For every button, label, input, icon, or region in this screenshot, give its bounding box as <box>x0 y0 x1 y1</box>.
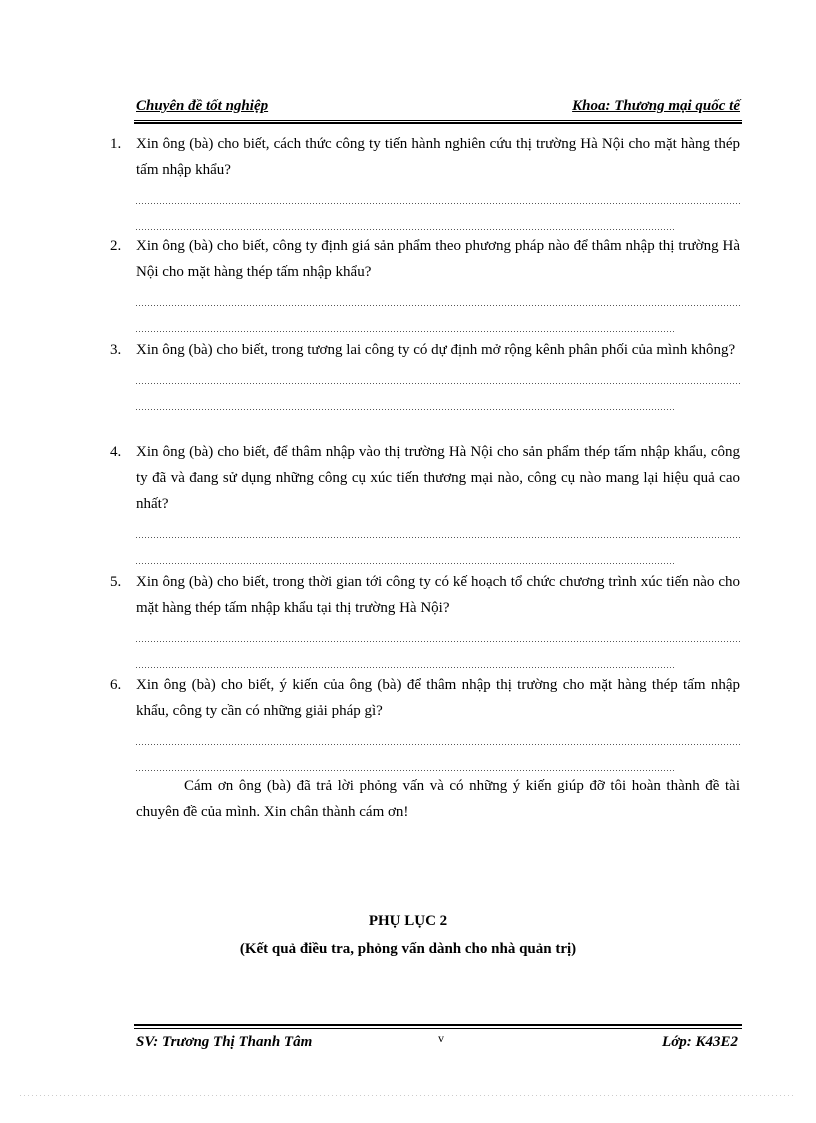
answer-line <box>136 285 740 311</box>
page-number: v <box>438 1031 444 1045</box>
page-header <box>134 96 742 121</box>
answer-line <box>136 621 740 647</box>
question-3 <box>110 337 740 415</box>
answer-line <box>136 724 740 750</box>
question-number: 2. <box>110 238 122 254</box>
question-5 <box>110 569 740 673</box>
question-text: Xin ông (bà) cho biết, cách thức công ty tiến hành nghiên cứu thị trường Hà Nội cho mặt hàng thép tấm nhập khẩu? <box>136 136 740 178</box>
question-number: 3. <box>110 342 122 358</box>
appendix-title: PHỤ LỤC 2 <box>368 913 448 929</box>
footer-class: Lớp: K43E2 <box>662 1034 738 1050</box>
question-text: Xin ông (bà) cho biết, để thâm nhập vào thị trường Hà Nội cho sản phẩm thép tấm nhập khẩu, công ty đã và đang sử dụng những công cụ xúc tiến thương mại nào, công cụ nào mang lại hiệu quả cao nhất? <box>136 444 740 512</box>
page-boundary-divider <box>20 1095 796 1096</box>
footer-student-name: SV: Trương Thị Thanh Tâm <box>136 1034 313 1050</box>
answer-line <box>136 311 740 337</box>
answer-line <box>136 363 740 389</box>
answer-line <box>136 183 740 209</box>
question-4 <box>110 439 740 569</box>
header-document-type: Chuyên đề tốt nghiệp <box>136 98 269 114</box>
question-number: 5. <box>110 574 122 590</box>
question-number: 6. <box>110 677 122 693</box>
question-text: Xin ông (bà) cho biết, ý kiến của ông (bà) để thâm nhập thị trường cho mặt hàng thép tấm nhập khẩu, công ty cần có những giải pháp gì? <box>136 677 740 719</box>
appendix-subtitle: (Kết quả điều tra, phỏng vấn dành cho nhà quản trị) <box>239 941 577 957</box>
question-1 <box>110 131 740 235</box>
question-text: Xin ông (bà) cho biết, công ty định giá sản phẩm theo phương pháp nào để thâm nhập thị trường Hà Nội cho mặt hàng thép tấm nhập khẩu? <box>136 238 740 280</box>
answer-line <box>136 517 740 543</box>
answer-line <box>136 389 740 415</box>
question-text: Xin ông (bà) cho biết, trong tương lai công ty có dự định mở rộng kênh phân phối của mình không? <box>136 342 736 358</box>
closing-paragraph: Cám ơn ông (bà) đã trả lời phỏng vấn và có những ý kiến giúp đỡ tôi hoàn thành đề tài chuyên đề của mình. Xin chân thành cám ơn! <box>136 778 740 820</box>
header-faculty: Khoa: Thương mại quốc tế <box>572 98 740 114</box>
question-text: Xin ông (bà) cho biết, trong thời gian tới công ty có kế hoạch tổ chức chương trình xúc tiến nào cho mặt hàng thép tấm nhập khẩu tại thị trường Hà Nội? <box>136 574 740 616</box>
question-6 <box>110 672 740 776</box>
answer-line <box>136 543 740 569</box>
answer-line <box>136 209 740 235</box>
question-number: 4. <box>110 444 122 460</box>
question-2 <box>110 233 740 337</box>
answer-line <box>136 647 740 673</box>
page-footer <box>134 1024 742 1052</box>
question-number: 1. <box>110 136 122 152</box>
